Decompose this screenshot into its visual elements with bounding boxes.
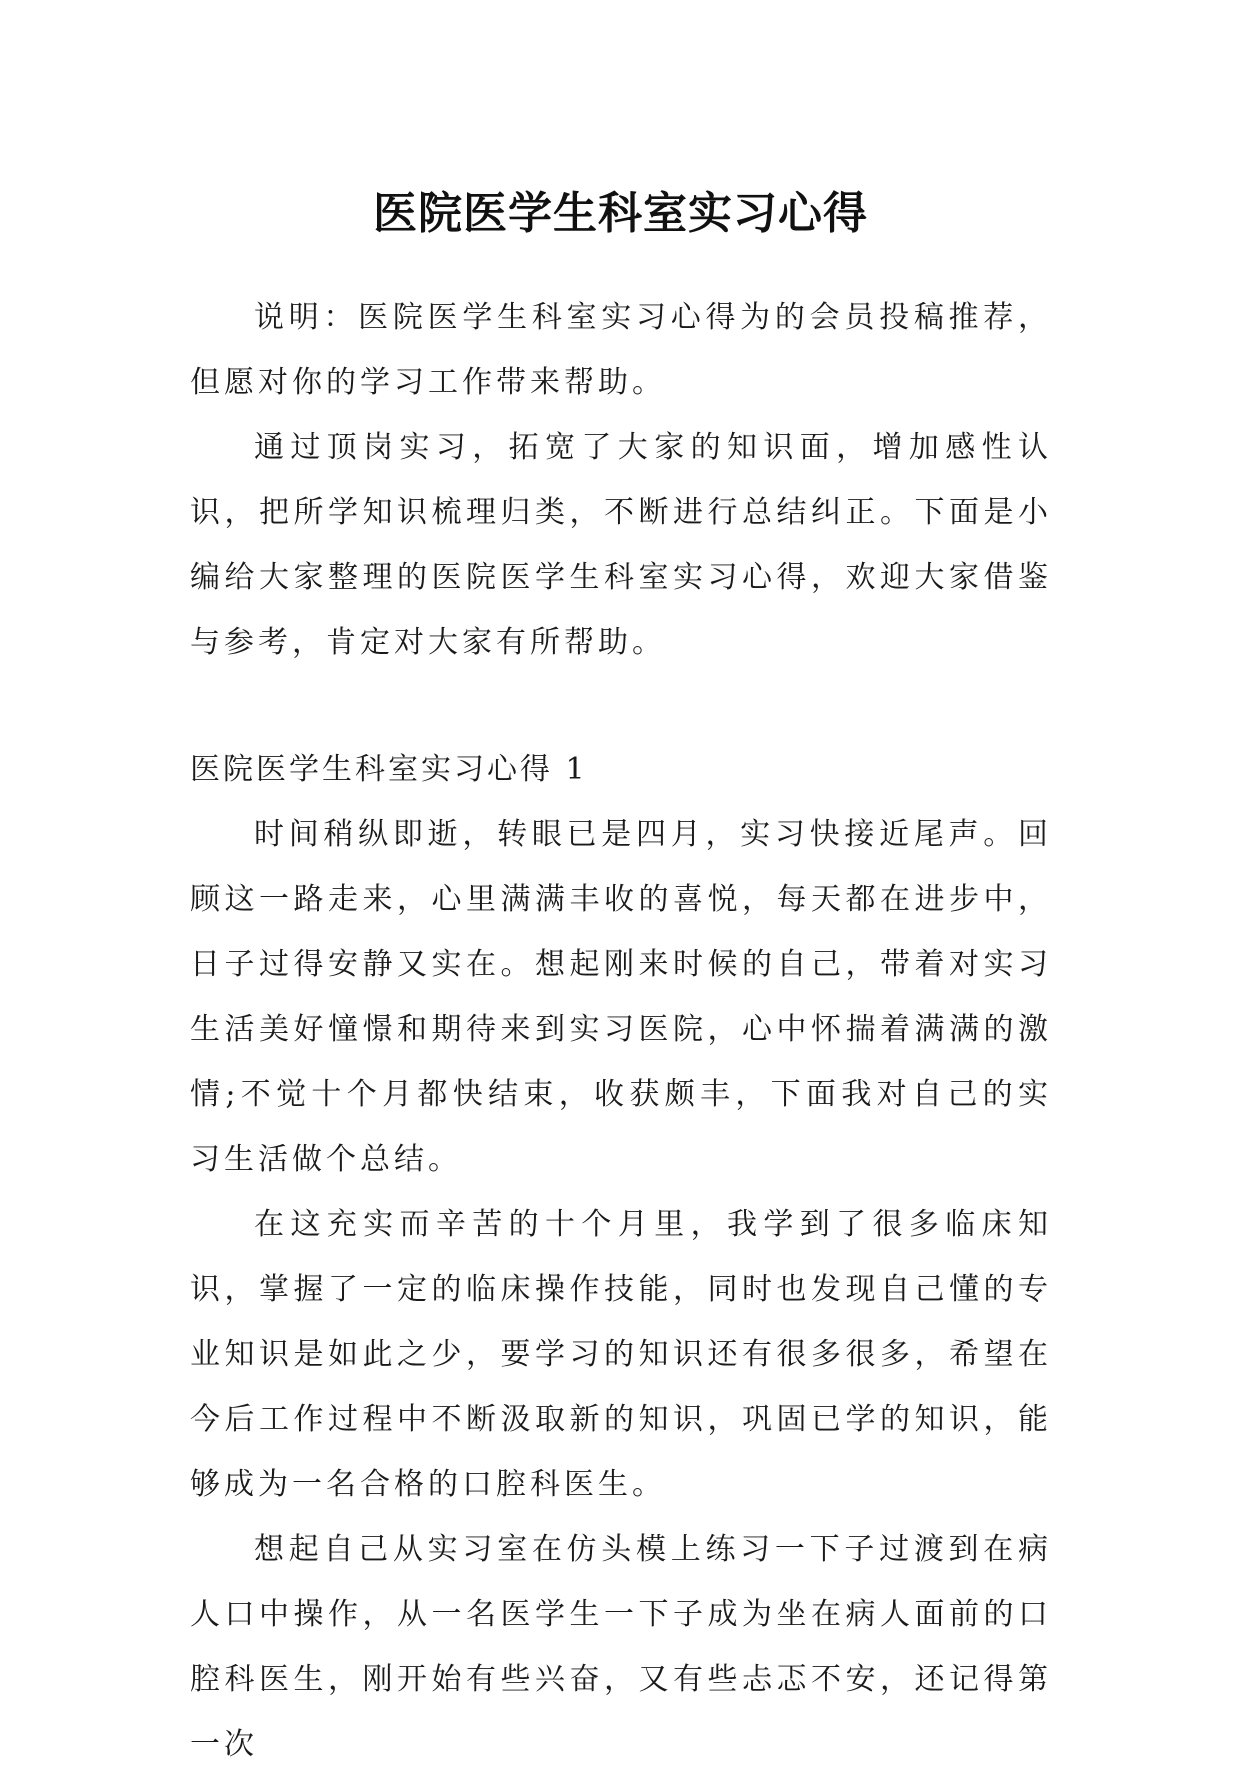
section-paragraph: 想起自己从实习室在仿头模上练习一下子过渡到在病人口中操作，从一名医学生一下子成为坐在病人面前的口腔科医生，刚开始有些兴奋，又有些忐忑不安，还记得第一次 bbox=[190, 1532, 1052, 1762]
section-paragraph: 在这充实而辛苦的十个月里，我学到了很多临床知识，掌握了一定的临床操作技能，同时也发现自己懂的专业知识是如此之少，要学习的知识还有很多很多，希望在今后工作过程中不断汲取新的知识，巩固已学的知识，能够成为一名合格的口腔科医生。 bbox=[190, 1207, 1052, 1502]
section-heading: 医院医学生科室实习心得 1 bbox=[190, 752, 588, 787]
intro-paragraph: 说明：医院医学生科室实习心得为的会员投稿推荐，但愿对你的学习工作带来帮助。 bbox=[190, 300, 1052, 400]
document-body bbox=[190, 285, 1052, 1777]
section-paragraph: 时间稍纵即逝，转眼已是四月，实习快接近尾声。回顾这一路走来，心里满满丰收的喜悦，每天都在进步中，日子过得安静又实在。想起刚来时候的自己，带着对实习生活美好憧憬和期待来到实习医院，心中怀揣着满满的激情;不觉十个月都快结束，收获颇丰，下面我对自己的实习生活做个总结。 bbox=[190, 817, 1052, 1177]
document-title: 医院医学生科室实习心得 bbox=[373, 188, 868, 240]
intro-paragraph: 通过顶岗实习，拓宽了大家的知识面，增加感性认识，把所学知识梳理归类，不断进行总结纠正。下面是小编给大家整理的医院医学生科室实习心得，欢迎大家借鉴与参考，肯定对大家有所帮助。 bbox=[190, 430, 1052, 660]
